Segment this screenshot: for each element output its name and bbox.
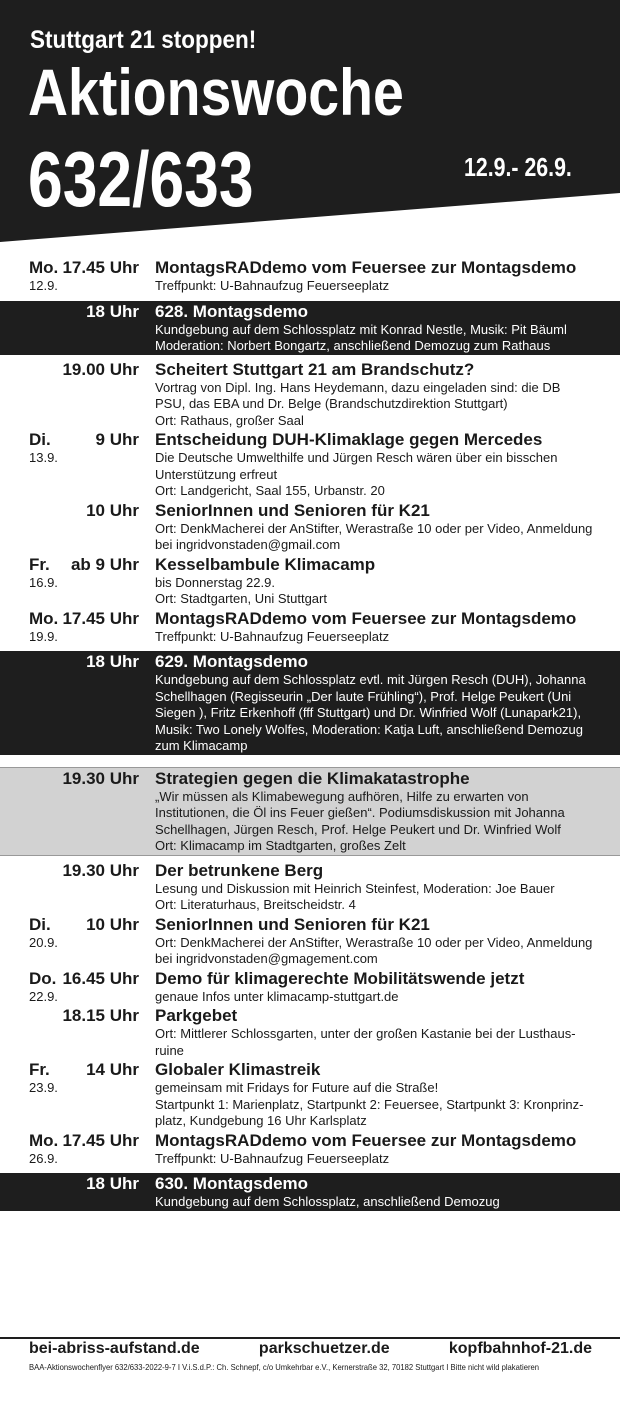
event-title: Globaler Klimastreik: [155, 1060, 321, 1079]
event-time: 17.45 Uhr: [62, 608, 139, 628]
event-description: [155, 935, 600, 968]
event-title: MontagsRADdemo vom Feuersee zur Montagsdemo: [155, 608, 577, 628]
event-day: Di.: [29, 430, 51, 449]
event-day: Do.: [29, 968, 57, 988]
event-day: Mo.: [29, 258, 59, 277]
event-description: [155, 989, 600, 1006]
event-title: MontagsRADdemo vom Feuersee zur Montagsdemo: [155, 258, 577, 277]
event-time: 14 Uhr: [86, 1060, 139, 1079]
event-description-line: Lesung und Diskussion mit Heinrich Steinfest, Moderation: Joe Bauer: [155, 880, 555, 896]
event-title: Scheitert Stuttgart 21 am Brandschutz?: [155, 359, 475, 379]
event-time: 18 Uhr: [86, 301, 139, 321]
event-row: [0, 914, 620, 968]
event-description: [155, 322, 600, 355]
event-description: [155, 1080, 600, 1130]
imprint-text: BAA-Aktionswochenflyer 632/633-2022-9-7 I V.i.S.d.P.: Ch. Schnepf, c/o Umkehrbar e.V., Kernerstraße 32, 70182 Stuttgart I Bitte nicht wild plakatieren: [29, 1362, 540, 1372]
event-description-line: „Wir müssen als Klimabewegung aufhören, Hilfe zu erwarten von: [155, 788, 529, 804]
event-description: [155, 380, 600, 430]
event-row: [0, 429, 620, 500]
event-date: 22.9.: [29, 988, 58, 1004]
event-description: [155, 1151, 600, 1168]
header-number: 632/633: [28, 135, 254, 223]
event-description-line: Ort: Mittlerer Schlossgarten, unter der großen Kastanie bei der Lusthaus-: [155, 1026, 576, 1041]
event-time: 19.30 Uhr: [62, 768, 139, 788]
event-description-line: Vortrag von Dipl. Ing. Hans Heydemann, dazu eingeladen sind: die DB: [155, 379, 561, 395]
event-description: [155, 629, 600, 646]
event-title: SeniorInnen und Senioren für K21: [155, 500, 430, 520]
event-row: [0, 301, 620, 355]
event-row: [0, 359, 620, 430]
event-time: 18.15 Uhr: [62, 1006, 139, 1025]
event-time: 17.45 Uhr: [62, 258, 139, 277]
event-time: 18 Uhr: [86, 1174, 139, 1193]
event-title: Kesselbambule Klimacamp: [155, 554, 376, 574]
event-day: Mo.: [29, 608, 59, 628]
event-day: Mo.: [29, 1130, 59, 1150]
event-title: Entscheidung DUH-Klimaklage gegen Mercedes: [155, 430, 543, 449]
event-description: [155, 278, 600, 295]
event-description: [155, 672, 600, 755]
event-description-line: ruine: [155, 1042, 184, 1058]
event-title: Strategien gegen die Klimakatastrophe: [155, 768, 470, 788]
event-description: [155, 881, 600, 914]
event-description: [155, 789, 600, 855]
event-description-line: Ort: DenkMacherei der AnStifter, Werastraße 10 oder per Video, Anmeldung: [155, 934, 593, 950]
footer-link-parkschuetzer[interactable]: parkschuetzer.de: [258, 1340, 390, 1357]
event-date: 20.9.: [29, 934, 58, 950]
event-time: 18 Uhr: [86, 652, 139, 671]
event-description-line: Ort: DenkMacherei der AnStifter, Werastraße 10 oder per Video, Anmeldung: [155, 520, 593, 536]
event-description: [155, 1194, 600, 1211]
event-description-line: Institutionen, die Öl ins Feuer gießen“. Podiumsdiskussion mit Johanna: [155, 805, 565, 820]
event-list: [0, 257, 620, 1215]
event-time: 17.45 Uhr: [62, 1130, 139, 1150]
event-row: [0, 860, 620, 914]
event-date: 19.9.: [29, 628, 58, 644]
event-day: Di.: [29, 914, 51, 934]
event-description-line: Ort: Literaturhaus, Breitscheidstr. 4: [155, 897, 356, 912]
event-description-line: PSU, das EBA und Dr. Belge (Brandschutzdirektion Stuttgart): [155, 396, 508, 411]
event-description-line: Kundgebung auf dem Schlossplatz evtl. mit Jürgen Resch (DUH), Johanna: [155, 672, 586, 687]
event-description: [155, 521, 600, 554]
event-time: ab 9 Uhr: [70, 554, 139, 574]
event-description-line: Musik: Two Lonely Wolfes, Moderation: Katja Luft, anschließend Demozug: [155, 721, 584, 737]
event-description-line: Schellhagen (Regisseurin „Der laute Frühling“), Prof. Helge Peukert (Uni: [155, 688, 572, 704]
event-day: Fr.: [29, 1060, 50, 1079]
header-title: Aktionswoche: [28, 55, 404, 129]
event-description-line: Ort: Rathaus, großer Saal: [155, 412, 304, 428]
event-date: 12.9.: [29, 278, 58, 293]
event-title: Demo für klimagerechte Mobilitätswende jetzt: [155, 968, 525, 988]
footer-links: [29, 1340, 592, 1358]
event-title: Der betrunkene Berg: [155, 860, 324, 880]
event-description-line: Kundgebung auf dem Schlossplatz, anschließend Demozug: [155, 1194, 500, 1209]
event-row: [0, 1130, 620, 1168]
event-time: 16.45 Uhr: [62, 968, 139, 988]
event-title: 630. Montagsdemo: [155, 1174, 309, 1193]
event-description-line: gemeinsam mit Fridays for Future auf die Straße!: [155, 1080, 439, 1095]
event-description-line: Ort: Klimacamp im Stadtgarten, großes Zelt: [155, 838, 406, 853]
event-description-line: Treffpunkt: U-Bahnaufzug Feuerseeplatz: [155, 628, 390, 644]
event-description-line: Treffpunkt: U-Bahnaufzug Feuerseeplatz: [155, 1150, 390, 1166]
event-date: 23.9.: [29, 1080, 58, 1095]
event-title: 629. Montagsdemo: [155, 652, 309, 671]
event-description-line: Die Deutsche Umwelthilfe und Jürgen Resch wären über ein bisschen: [155, 450, 558, 465]
event-description-line: Ort: Stadtgarten, Uni Stuttgart: [155, 591, 327, 606]
event-description-line: bis Donnerstag 22.9.: [155, 574, 275, 590]
event-time: 19.00 Uhr: [62, 359, 139, 379]
footer-link-kopfbahnhof-21[interactable]: kopfbahnhof-21.de: [448, 1340, 592, 1357]
event-time: 10 Uhr: [86, 914, 139, 934]
event-date: 13.9.: [29, 450, 58, 465]
event-title: MontagsRADdemo vom Feuersee zur Montagsdemo: [155, 1130, 577, 1150]
event-day: Fr.: [29, 554, 50, 574]
event-row: [0, 1005, 620, 1059]
event-title: 628. Montagsdemo: [155, 301, 309, 321]
header-subtitle: Stuttgart 21 stoppen!: [30, 26, 257, 54]
event-time: 9 Uhr: [95, 430, 139, 449]
header-dates: 12.9.- 26.9.: [464, 152, 572, 182]
event-row: [0, 257, 620, 295]
event-time: 19.30 Uhr: [62, 860, 139, 880]
event-description: [155, 1026, 600, 1059]
event-date: 16.9.: [29, 574, 58, 590]
event-row: [0, 608, 620, 646]
event-date: 26.9.: [29, 1150, 58, 1166]
event-description: [155, 450, 600, 500]
event-description-line: genaue Infos unter klimacamp-stuttgart.de: [155, 988, 399, 1004]
event-description: [155, 575, 600, 608]
event-description-line: Startpunkt 1: Marienplatz, Startpunkt 2: Feuersee, Startpunkt 3: Kronprinz-: [155, 1096, 584, 1112]
event-row: [0, 1173, 620, 1211]
event-description-line: zum Klimacamp: [155, 738, 248, 753]
event-description-line: bei ingridvonstaden@gmagement.com: [155, 951, 378, 966]
event-row: [0, 767, 620, 856]
event-description-line: Moderation: Norbert Bongartz, anschließend Demozug zum Rathaus: [155, 338, 551, 353]
footer-link-bei-abriss-aufstand[interactable]: bei-abriss-aufstand.de: [29, 1340, 200, 1357]
footer-divider: [0, 1337, 620, 1339]
event-row: [0, 651, 620, 755]
event-title: SeniorInnen und Senioren für K21: [155, 914, 430, 934]
event-description-line: Ort: Landgericht, Saal 155, Urbanstr. 20: [155, 483, 385, 498]
event-row: [0, 500, 620, 554]
event-row: [0, 1059, 620, 1130]
event-description-line: Unterstützung erfreut: [155, 466, 278, 482]
event-time: 10 Uhr: [86, 500, 139, 520]
event-description-line: Siegen ), Fritz Erkenhoff (fff Stuttgart) und Dr. Winfried Wolf (Lunapark21),: [155, 705, 582, 720]
event-description-line: Treffpunkt: U-Bahnaufzug Feuerseeplatz: [155, 278, 390, 293]
event-row: [0, 554, 620, 608]
event-description-line: platz, Kundgebung 16 Uhr Karlsplatz: [155, 1113, 367, 1128]
event-title: Parkgebet: [155, 1006, 238, 1025]
event-description-line: Schellhagen, Jürgen Resch, Prof. Helge Peukert und Dr. Winfried Wolf: [155, 821, 561, 837]
event-description-line: bei ingridvonstaden@gmail.com: [155, 537, 341, 552]
event-description-line: Kundgebung auf dem Schlossplatz mit Konrad Nestle, Musik: Pit Bäuml: [155, 321, 567, 337]
event-row: [0, 968, 620, 1006]
